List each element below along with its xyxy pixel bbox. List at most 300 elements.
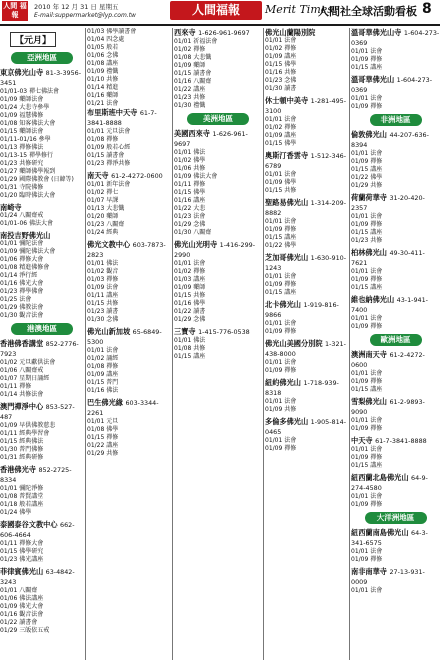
temple-name-text: 多倫多佛光山 xyxy=(265,417,309,426)
schedule-line: 01/11 講座 xyxy=(87,292,119,299)
schedule-line: 01/29 念佛 xyxy=(174,316,206,323)
schedule-line: 01/09 禪修 xyxy=(351,378,383,385)
schedule-line: 01/09 共修 xyxy=(265,406,297,413)
schedule-line: 01/15 共修 xyxy=(87,300,119,307)
schedule-line: 01/08 精進佛修會 xyxy=(0,264,50,271)
entries-col5-b xyxy=(351,130,440,331)
temple-phone: 43-1-941-7400 xyxy=(351,296,428,314)
schedule-line: 01/01 佛法 xyxy=(174,337,206,344)
temple-name-text: 溫哥華佛光山 xyxy=(351,75,395,84)
column-2 xyxy=(87,28,171,660)
schedule-line: 01/02 禪修 xyxy=(265,45,297,52)
temple-name-text: 南天寺 xyxy=(87,171,109,180)
schedule-line: 01/22 讀書 xyxy=(174,308,206,315)
temple-name-text: 雪梨佛光山 xyxy=(351,397,387,406)
temple-name-text: 紐西蘭北島佛光山 xyxy=(351,473,409,482)
temple-name xyxy=(351,473,440,493)
schedule-line: 01/02 禪七 xyxy=(87,189,119,196)
region-heading: 歐洲地區 xyxy=(370,334,422,346)
schedule-line: 01/15 講座 xyxy=(351,462,383,469)
temple-name-text: 佛光山光明寺 xyxy=(174,240,218,249)
temple-entry xyxy=(351,130,440,190)
temple-phone: 64-9-274-4580 xyxy=(351,474,428,492)
temple-phone: 27-13-931-0009 xyxy=(351,568,425,586)
schedule-line: 01/09 般若心經 xyxy=(87,144,131,151)
schedule-line: 01/30 觀音法會 xyxy=(0,312,44,319)
schedule-line: 01/11-01/16 參學 xyxy=(0,136,51,143)
schedule-line: 01/13 大悲懺 xyxy=(87,205,125,212)
temple-name xyxy=(265,151,348,171)
schedule-line: 01/30 讀書 xyxy=(265,85,297,92)
schedule-line: 01/23 念佛 xyxy=(265,77,297,84)
schedule-line: 01/09 禪修 xyxy=(351,501,383,508)
schedule-line: 01/09 藥師法會 xyxy=(0,96,44,103)
schedule-line: 01/01 法會 xyxy=(351,150,383,157)
schedule-line: 01/09 早供佛教慈悲 xyxy=(0,422,56,429)
schedule-line: 01/20 藥師 xyxy=(87,213,119,220)
temple-name xyxy=(87,327,171,347)
temple-name-text: 泰國泰谷文教中心 xyxy=(0,520,58,529)
temple-entry xyxy=(174,327,262,361)
temple-phone: 852-2725-8334 xyxy=(0,466,72,484)
temple-name xyxy=(174,240,262,260)
schedule-line: 01/05 般若 xyxy=(87,44,119,51)
temple-entry xyxy=(351,473,440,509)
temple-entry xyxy=(87,240,171,324)
temple-phone: 852-2776-7923 xyxy=(0,340,79,358)
temple-name xyxy=(351,248,440,268)
schedule-line: 01/03 佛學讀書會 xyxy=(87,28,137,35)
temple-name-text: 南非南華寺 xyxy=(351,567,387,576)
temple-name xyxy=(351,130,440,150)
schedule-line: 01/15 講座 xyxy=(351,166,383,173)
temple-name xyxy=(351,28,440,48)
schedule-line: 01/11 禪修 xyxy=(174,181,206,188)
temple-phone: 853-527-487 xyxy=(0,403,75,421)
column-divider xyxy=(349,28,350,660)
temple-entry xyxy=(174,240,262,324)
region-heading: 非洲地區 xyxy=(370,114,422,126)
schedule-line: 01/08 禪修 xyxy=(87,363,119,370)
schedule-line: 01/29 共修 xyxy=(351,182,383,189)
temple-phone: 662-606-4664 xyxy=(0,521,75,539)
schedule-line: 01/30 念佛 xyxy=(87,316,119,323)
temple-phone: 44-207-636-8394 xyxy=(351,131,429,149)
schedule-line: 01/30 禮懺 xyxy=(174,102,206,109)
schedule-line: 01/09 禪修 xyxy=(351,221,383,228)
schedule-line: 01/15 普門 xyxy=(87,379,119,386)
schedule-line: 01/09 禪修 xyxy=(351,56,383,63)
temple-name-text: 中天寺 xyxy=(351,436,373,445)
temple-entry xyxy=(351,248,440,292)
temple-name xyxy=(265,378,348,398)
schedule-line: 01/22 大悲 xyxy=(174,205,206,212)
temple-entry xyxy=(0,339,84,399)
region-heading: 美洲地區 xyxy=(187,113,249,125)
schedule-line: 01/01-06 佛法大會 xyxy=(0,220,53,227)
temple-entry xyxy=(265,28,348,93)
schedule-line: 01/29 佛教法會 xyxy=(0,304,44,311)
temple-name-text: 西來寺 xyxy=(174,28,196,37)
temple-phone: 81-3-3956-3451 xyxy=(0,69,82,87)
schedule-line: 01/03 禪修 xyxy=(87,276,119,283)
entries-americas xyxy=(174,129,262,361)
temple-name-text: 柏林佛光山 xyxy=(351,248,387,257)
temple-name xyxy=(265,96,348,116)
temple-entry xyxy=(0,68,84,200)
schedule-line: 01/01 法會 xyxy=(265,273,297,280)
schedule-line: 01/22 講座 xyxy=(174,86,206,93)
schedule-line: 01/01 法會 xyxy=(265,398,297,405)
temple-phone: 1-321-438-8000 xyxy=(265,340,346,358)
temple-name-text: 佛光山美國分別院 xyxy=(265,339,323,348)
schedule-line: 01/06 八關齋戒 xyxy=(0,367,44,374)
schedule-line: 01/09 佛光大會 xyxy=(0,603,44,610)
schedule-line: 01/24 大悲寺參學 xyxy=(0,104,50,111)
schedule-line: 01/09 禪修 xyxy=(265,226,297,233)
page-header xyxy=(0,0,440,26)
temple-name-text: 佛光山新加坡 xyxy=(87,327,131,336)
temple-name xyxy=(0,203,84,212)
schedule-line: 01/15 講座 xyxy=(174,353,206,360)
schedule-line: 01/15 講座 xyxy=(351,284,383,291)
temple-name-text: 東京佛光山寺 xyxy=(0,68,44,77)
schedule-line: 01/09 講座 xyxy=(265,53,297,60)
schedule-line: 01/23 八關齋 xyxy=(87,221,125,228)
publication-english-name: Merit Times xyxy=(265,3,333,16)
schedule-line: 01/01 佛法 xyxy=(174,149,206,156)
temple-name xyxy=(351,436,440,446)
temple-name xyxy=(0,68,84,88)
temple-phone: 1-905-814-0465 xyxy=(265,418,347,436)
schedule-line: 01/07 早課 xyxy=(87,197,119,204)
temple-entry xyxy=(0,567,84,635)
schedule-line: 01/15 讀書會 xyxy=(174,70,212,77)
schedule-line: 01/09 佛法大會 xyxy=(174,173,218,180)
temple-entry xyxy=(87,327,171,395)
schedule-line: 01/24 經典 xyxy=(87,229,119,236)
schedule-line: 01/01 法會 xyxy=(351,370,383,377)
schedule-line: 01/15 禪修 xyxy=(87,434,119,441)
schedule-line: 01/01 法會 xyxy=(265,116,297,123)
temple-name xyxy=(0,339,84,359)
temple-entry xyxy=(174,129,262,237)
temple-entry xyxy=(265,198,348,250)
schedule-line: 01/23 禪淨共修 xyxy=(87,160,131,167)
schedule-line: 01/01 法會 xyxy=(351,268,383,275)
temple-name xyxy=(87,108,171,128)
temple-entry xyxy=(265,300,348,336)
temple-name xyxy=(0,402,84,422)
entries-asia xyxy=(0,68,84,320)
schedule-line: 01/09 禪修 xyxy=(351,454,383,461)
temple-phone: 61-2-9893-9090 xyxy=(351,398,425,416)
temple-entry xyxy=(351,567,440,595)
page-number: 8 xyxy=(422,1,432,17)
schedule-line: 01/01 元旦法會 xyxy=(87,128,131,135)
temple-name-text: 維也納佛光山 xyxy=(351,295,395,304)
schedule-line: 01/06 共修 xyxy=(174,165,206,172)
temple-entry xyxy=(87,398,171,458)
schedule-line: 01/02 元旦獻供法會 xyxy=(0,359,56,366)
schedule-line: 01/15 佛學 xyxy=(265,140,297,147)
temple-name xyxy=(265,28,348,37)
temple-name xyxy=(87,398,171,418)
temple-entry xyxy=(265,151,348,195)
column-5 xyxy=(351,28,440,660)
contact-email: E-mail:suppermarket@lyp.com.tw xyxy=(34,12,136,19)
schedule-line: 01/09 禪修 xyxy=(265,445,297,452)
schedule-line: 01/15 佛學研究 xyxy=(0,548,44,555)
schedule-line: 01/29 國際佛教會 (日韓等) xyxy=(0,176,74,183)
schedule-line: 01/09 禪修 xyxy=(351,556,383,563)
temple-entry xyxy=(265,378,348,414)
schedule-line: 01/22 講座 xyxy=(87,442,119,449)
temple-entry xyxy=(265,96,348,148)
temple-name xyxy=(351,75,440,95)
temple-name-text: 澳門禪淨中心 xyxy=(0,402,44,411)
temple-name-text: 溫哥華佛光山寺 xyxy=(351,28,402,37)
temple-name xyxy=(265,339,348,359)
schedule-line: 01/23 讀書 xyxy=(87,308,119,315)
temple-name-text: 奧斯汀香雲寺 xyxy=(265,151,309,160)
schedule-line: 01/23 法會 xyxy=(174,213,206,220)
schedule-line: 01/24 佛學 xyxy=(0,509,32,516)
schedule-line: 01/01 法會 xyxy=(351,446,383,453)
temple-name xyxy=(0,465,84,485)
schedule-line: 01/11 禪修大會 xyxy=(0,540,44,547)
temple-name-text: 北卡佛光山 xyxy=(265,300,301,309)
temple-entry xyxy=(351,193,440,245)
temple-name xyxy=(265,417,348,437)
schedule-line: 01/01 祈福法會 xyxy=(174,38,218,45)
schedule-line: 01/06 念佛 xyxy=(87,52,119,59)
column-divider xyxy=(263,28,264,660)
schedule-line: 01/29 共修 xyxy=(87,450,119,457)
temple-phone: 1-512-346-6789 xyxy=(265,152,347,170)
temple-phone: 1-630-910-1243 xyxy=(265,254,347,272)
schedule-line: 01/30 普門佛修 xyxy=(0,446,44,453)
schedule-line: 01/01 法會 xyxy=(87,347,119,354)
schedule-line: 01/15 講座 xyxy=(265,289,297,296)
schedule-line: 01/06 禪修大會 xyxy=(0,256,44,263)
schedule-line: 01/01 法會 xyxy=(265,218,297,225)
schedule-line: 01/15 講座 xyxy=(351,64,383,71)
schedule-line: 01/14 淨行經 xyxy=(0,272,38,279)
schedule-line: 01/01 法會 xyxy=(265,359,297,366)
schedule-line: 01/16 講座 xyxy=(174,197,206,204)
temple-phone: 49-30-411-7621 xyxy=(351,249,425,267)
temple-entry xyxy=(0,520,84,564)
schedule-line: 01/21 法會 xyxy=(87,100,119,107)
temple-entry xyxy=(0,465,84,517)
temple-phone: 61-2-4272-0600 xyxy=(111,172,163,180)
temple-name-text: 南投吉野佛光山 xyxy=(0,231,51,240)
temple-phone: 1-626-961-9697 xyxy=(174,130,248,148)
temple-phone: 1-604-273-0369 xyxy=(351,29,440,47)
temple-name xyxy=(174,28,262,38)
region-heading: 亞洲地區 xyxy=(11,52,73,64)
temple-name-text: 芝加哥佛光山 xyxy=(265,253,309,262)
temple-entry xyxy=(351,528,440,564)
schedule-line: 01/09 法會 xyxy=(87,284,119,291)
temple-entry xyxy=(351,436,440,470)
schedule-line: 01/09 禪修 xyxy=(351,276,383,283)
schedule-line: 01/02 觀音 xyxy=(87,268,119,275)
entries-col2 xyxy=(87,108,171,458)
schedule-line: 01/16 藥師 xyxy=(87,92,119,99)
temple-name-text: 休士頓中美寺 xyxy=(265,96,309,105)
entries-col5-a xyxy=(351,28,440,111)
schedule-line: 01/06 佛法講座 xyxy=(0,595,44,602)
temple-name-text: 澳洲南天寺 xyxy=(351,350,387,359)
temple-phone: 603-7873-2823 xyxy=(87,241,166,259)
temple-name xyxy=(351,193,440,213)
temple-entry xyxy=(0,402,84,462)
schedule-line: 01/16 佛法 xyxy=(87,387,119,394)
temple-entry xyxy=(174,28,262,110)
schedule-line: 01/01 法會 xyxy=(351,213,383,220)
schedule-line: 01/08 講座 xyxy=(87,60,119,67)
temple-phone: 1-416-299-2990 xyxy=(174,241,256,259)
schedule-line: 01/01 元旦 xyxy=(87,418,119,425)
schedule-line: 01/25 法會 xyxy=(0,296,32,303)
schedule-line: 01/15 共修 xyxy=(265,187,297,194)
temple-name-text: 紐西蘭南島佛光山 xyxy=(351,528,409,537)
schedule-line: 01/08 知客佛法大會 xyxy=(0,120,56,127)
publication-logo: 人間福報 xyxy=(170,1,262,20)
temple-name xyxy=(87,240,171,260)
schedule-line: 01/13-15 禪學修行 xyxy=(0,152,53,159)
newspaper-logo: 人間 福報 xyxy=(3,1,27,19)
temple-phone: 61-7-3841-8888 xyxy=(375,437,427,445)
schedule-line: 01/01 八關齋 xyxy=(0,587,38,594)
schedule-line: 01/22 讀書會 xyxy=(0,619,38,626)
schedule-line: 01/09 禪修 xyxy=(265,367,297,374)
schedule-line: 01/09 講座 xyxy=(87,371,119,378)
entries-col5-d xyxy=(351,528,440,595)
temple-name-text: 巴生佛光緣 xyxy=(87,398,123,407)
temple-name-text: 佛光文教中心 xyxy=(87,240,131,249)
schedule-line: 01/07 星期日誦經 xyxy=(0,375,50,382)
temple-name xyxy=(0,567,84,587)
schedule-line: 01/23 共修 xyxy=(174,94,206,101)
schedule-line: 01/24 八關齋戒 xyxy=(0,212,44,219)
temple-entry xyxy=(0,231,84,320)
schedule-line: 01/08 大悲懺 xyxy=(174,54,212,61)
schedule-line: 01/09 禮懺 xyxy=(87,68,119,75)
schedule-line: 01/15 講座 xyxy=(351,229,383,236)
schedule-line: 01/22 佛學 xyxy=(265,242,297,249)
entries-hk-macau xyxy=(0,339,84,635)
schedule-line: 01/16 共修 xyxy=(265,69,297,76)
schedule-line: 01/01 法會 xyxy=(351,48,383,55)
schedule-line: 01/31 經典研修 xyxy=(0,454,44,461)
schedule-line: 01/29 三皈依五戒 xyxy=(0,627,50,634)
schedule-line: 01/09 佛學 xyxy=(265,179,297,186)
schedule-line: 01/09 禪修 xyxy=(265,328,297,335)
temple-name-text: 荷蘭荷華寺 xyxy=(351,193,387,202)
entries-col3-top xyxy=(174,28,262,110)
temple-name xyxy=(351,567,440,587)
schedule-line: 01/14 精進 xyxy=(87,84,119,91)
temple-name-text: 三寶寺 xyxy=(174,327,196,336)
temple-entry xyxy=(265,339,348,375)
schedule-line: 01/02 禪修 xyxy=(265,124,297,131)
schedule-line: 01/16 八關齋 xyxy=(174,78,212,85)
temple-phone: 1-626-961-9697 xyxy=(198,29,250,37)
schedule-line: 01/09 講座 xyxy=(265,132,297,139)
schedule-line: 01/01 法會 xyxy=(351,548,383,555)
schedule-line: 01/08 普賢講堂 xyxy=(0,493,44,500)
column-divider xyxy=(85,28,86,660)
schedule-line: 01/20 臨時佛法大會 xyxy=(0,192,56,199)
temple-entry xyxy=(0,203,84,228)
temple-name-text: 聖路易佛光山 xyxy=(265,198,309,207)
temple-entry xyxy=(351,28,440,72)
schedule-line: 01/02 誦經 xyxy=(87,355,119,362)
schedule-line: 01/15 藥師法會 xyxy=(0,128,44,135)
schedule-line: 01/15 經典佛法 xyxy=(0,438,44,445)
temple-phone: 1-314-209-8882 xyxy=(265,199,347,217)
temple-name-text: 香港佛香講堂 xyxy=(0,339,44,348)
temple-name xyxy=(351,397,440,417)
schedule-line: 01/09 福慧佛修 xyxy=(0,112,44,119)
temple-phone: 1-604-273-0369 xyxy=(351,76,433,94)
schedule-line: 01/01 法會 xyxy=(174,260,206,267)
region-heading: 港澳地區 xyxy=(11,323,73,335)
schedule-line: 01/11 禪修 xyxy=(0,383,32,390)
schedule-line: 01/16 佛光大會 xyxy=(0,280,44,287)
temple-name xyxy=(265,198,348,218)
schedule-line: 01/09 彌陀佛法大會 xyxy=(0,248,56,255)
temple-name-text: 佛光山蘭陽別院 xyxy=(265,28,316,37)
column-3 xyxy=(174,28,262,660)
temple-phone: 65-6849-5300 xyxy=(87,328,162,346)
schedule-line: 01/23 共修 xyxy=(351,237,383,244)
schedule-line: 01/15 佛學 xyxy=(265,61,297,68)
schedule-line: 01/15 讀書會 xyxy=(87,152,125,159)
schedule-line: 01/04 四念處 xyxy=(87,36,125,43)
schedule-line: 01/10 共修 xyxy=(87,76,119,83)
schedule-line: 01/23 佛光講座 xyxy=(0,556,44,563)
schedule-line: 01/01 彌陀淨修 xyxy=(0,485,44,492)
schedule-line: 01/01 佛法 xyxy=(87,260,119,267)
schedule-line: 01/08 共修 xyxy=(174,345,206,352)
temple-phone: 603-3344-2261 xyxy=(87,399,159,417)
temple-name-text: 菲律賓佛光山 xyxy=(0,567,44,576)
schedule-line: 01/23 禪學佛會 xyxy=(0,288,44,295)
schedule-line: 01/16 觀音法會 xyxy=(0,611,44,618)
schedule-line: 01/23 共修研究 xyxy=(0,160,44,167)
column-divider xyxy=(172,28,173,660)
temple-phone: 61-2-4272-0600 xyxy=(351,351,425,369)
temple-name xyxy=(0,231,84,240)
schedule-line: 01/01 法會 xyxy=(351,95,383,102)
schedule-line: 01/09 禪修 xyxy=(351,103,383,110)
schedule-line: 01/09 禪修 xyxy=(351,425,383,432)
temple-entry xyxy=(351,295,440,331)
entries-col5-c xyxy=(351,350,440,509)
temple-name xyxy=(265,300,348,320)
temple-name-text: 紐約佛光山 xyxy=(265,378,301,387)
schedule-line: 01/18 般若講座 xyxy=(0,501,44,508)
temple-phone: 1-281-495-3100 xyxy=(265,97,347,115)
temple-name xyxy=(0,520,84,540)
temple-name xyxy=(174,327,262,337)
temple-entry xyxy=(351,75,440,111)
column-4 xyxy=(265,28,348,660)
